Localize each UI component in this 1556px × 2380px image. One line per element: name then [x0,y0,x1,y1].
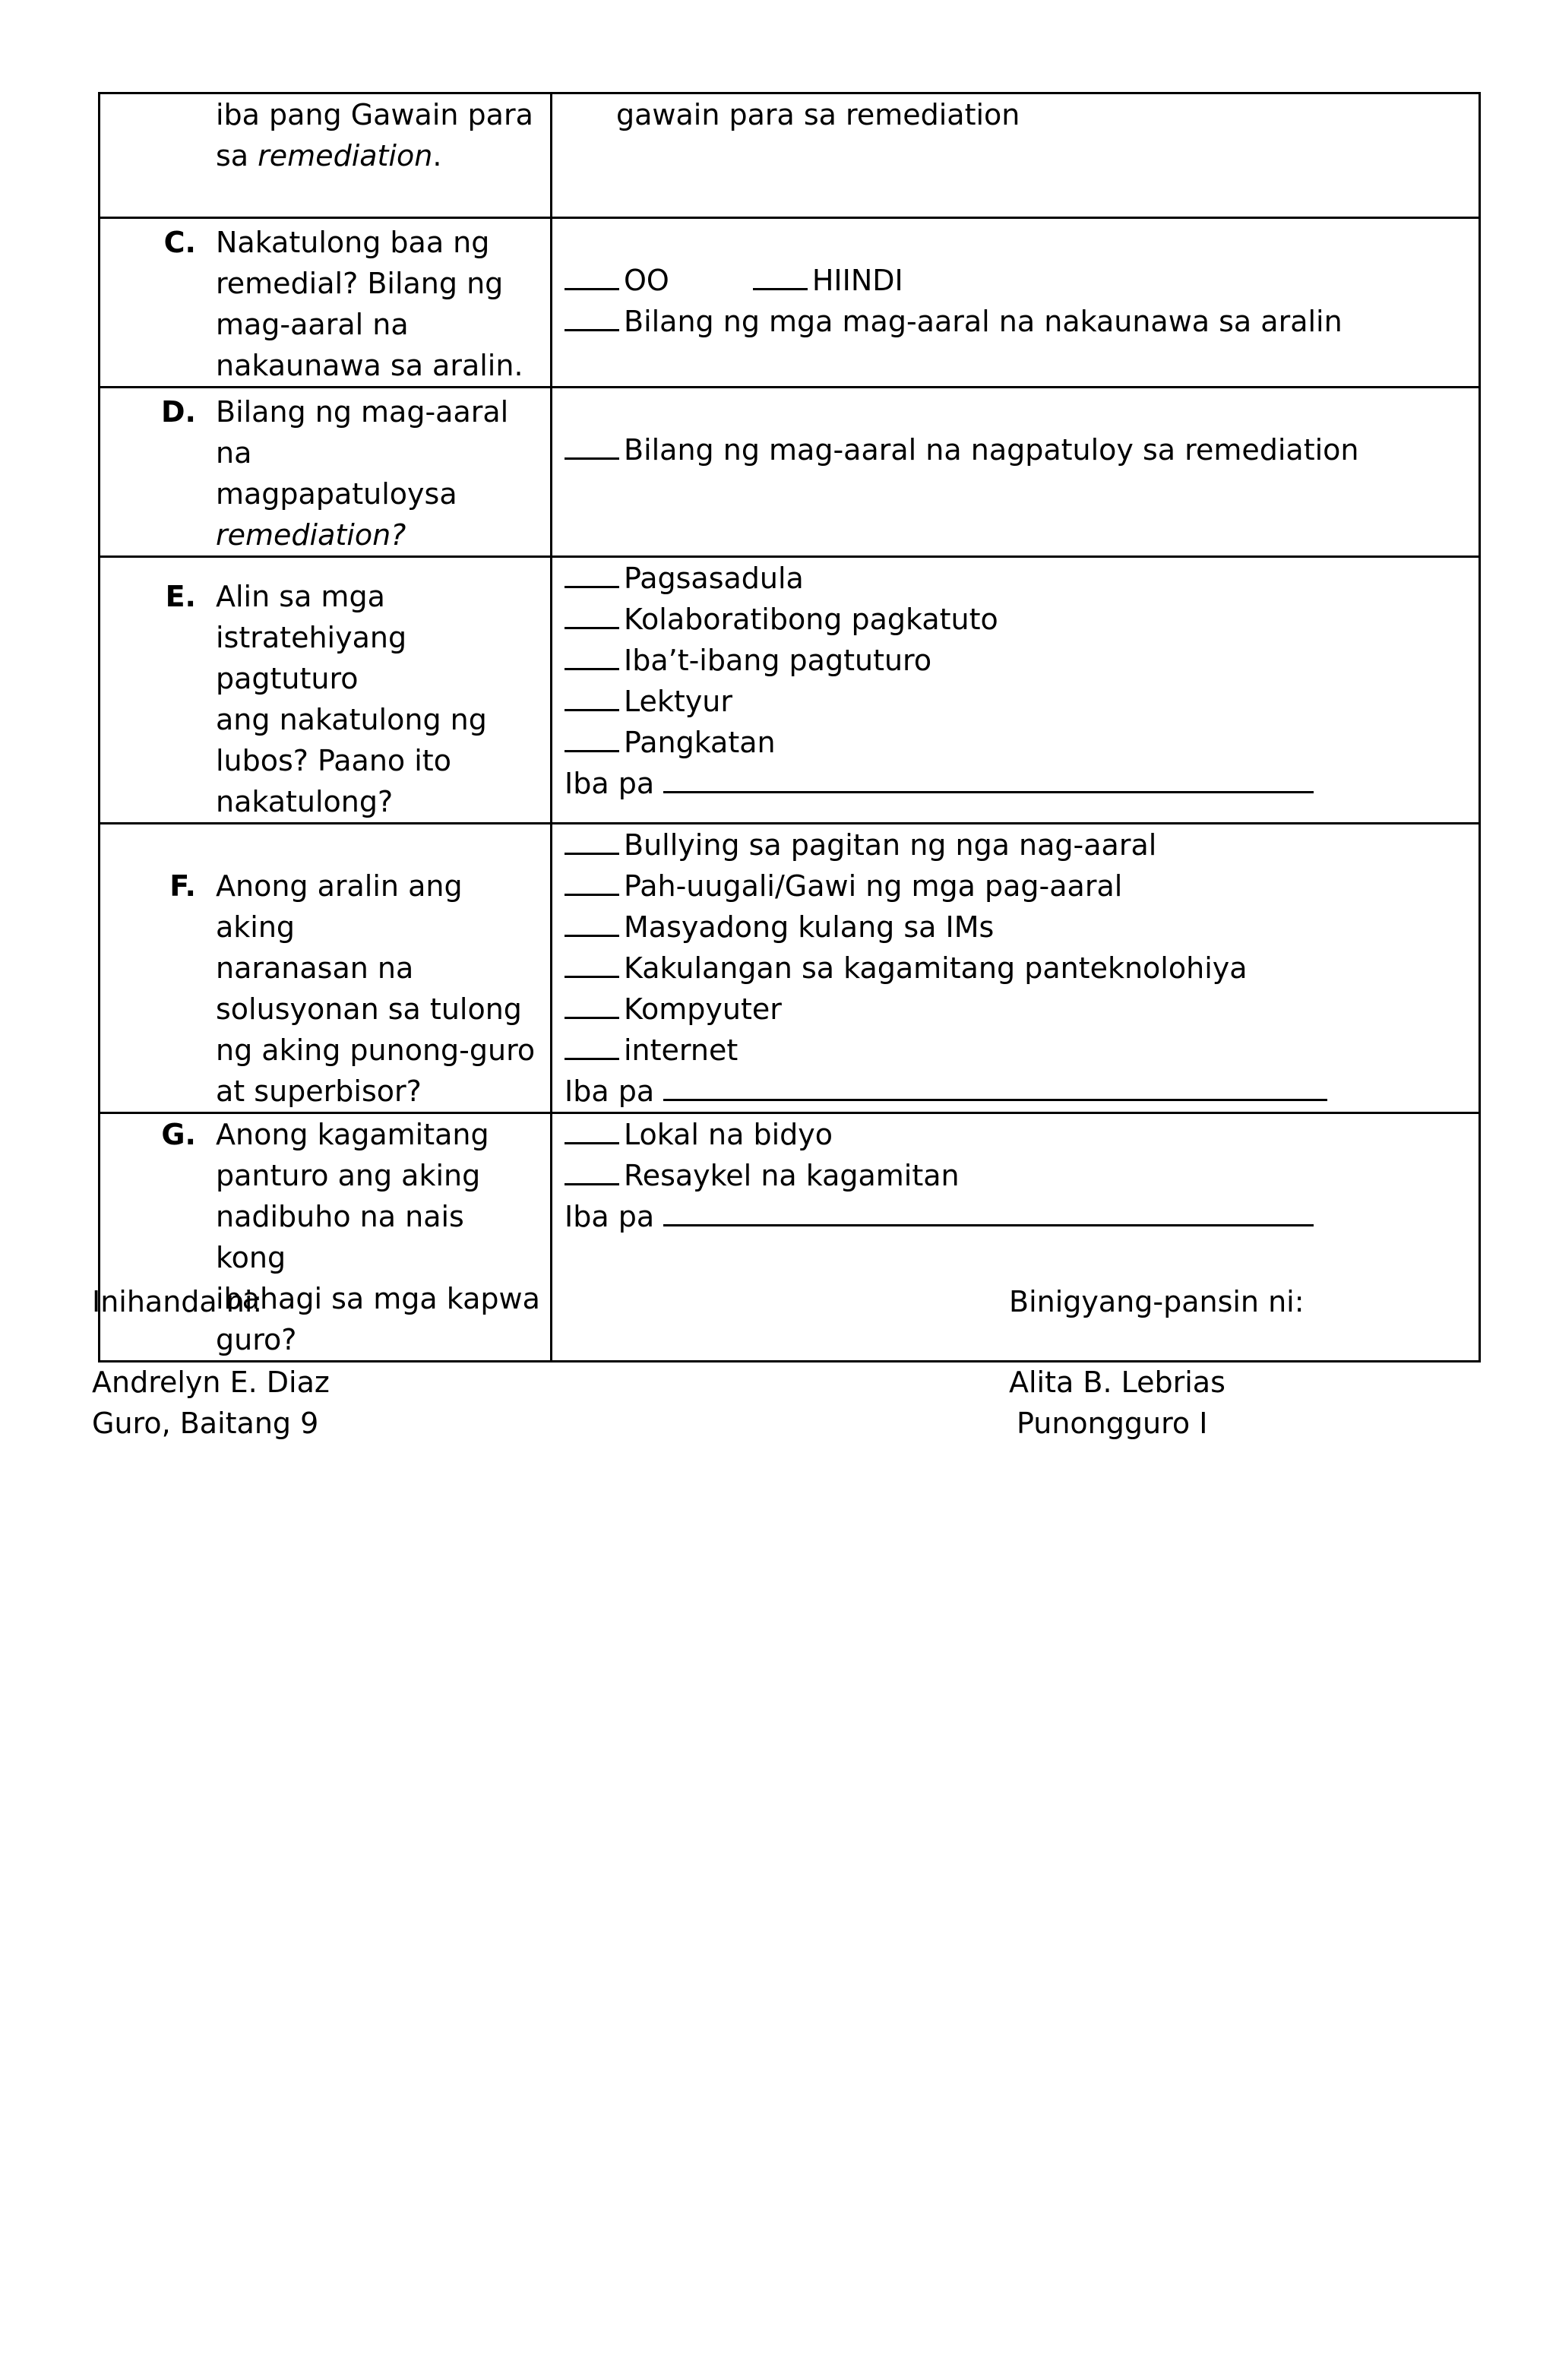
option-line: Pangkatan [565,722,1479,763]
question-cell [100,218,552,388]
yes-no-line: OO HIINDI [565,260,1479,301]
blank-line[interactable] [565,994,619,1019]
other-line: Iba pa [565,763,1479,804]
blank-line[interactable] [565,435,619,460]
answer-cell [552,388,1480,557]
question-line: nakaunawa sa aralin. [216,349,523,382]
option-line: Kolaboratibong pagkatuto [565,599,1479,640]
table-row-c [100,218,1480,388]
question-line: sa remediation. [216,139,442,172]
count-line: Bilang ng mag-aaral na nagpatuloy sa remediation [565,429,1479,470]
blank-line[interactable] [565,871,619,896]
blank-line[interactable] [565,645,619,670]
question-line: ibahagi sa mga kapwa [216,1282,540,1315]
question-line: mag-aaral na [216,308,409,341]
blank-line[interactable] [565,727,619,752]
question-line: naranasan na [216,951,414,985]
row-letter: G. [161,1118,196,1151]
blank-line[interactable] [753,265,808,290]
noted-title: Punongguro I [1017,1407,1208,1440]
question-line: Alin sa mga [216,580,385,613]
prepared-title: Guro, Baitang 9 [92,1407,319,1440]
question-line: iba pang Gawain para [216,98,533,131]
answer-text: gawain para sa remediation [616,98,1020,131]
blank-line[interactable] [565,953,619,978]
question-line: ang nakatulong ng [216,703,487,736]
blank-line[interactable] [565,1160,619,1185]
table-row-b [100,93,1480,218]
question-line: panturo ang aking [216,1159,481,1192]
question-line: Bilang ng mag-aaral na [216,395,509,470]
row-letter: C. [163,226,196,259]
question-line: Anong aralin ang aking [216,869,463,944]
question-line: nadibuho na nais kong [216,1200,464,1274]
option-line: Kompyuter [565,989,1479,1030]
question-line: istratehiyang pagtuturo [216,621,407,695]
question-line: Nakatulong baa ng [216,226,490,259]
question-line: magpapatuloysa [216,477,457,511]
row-letter: F. [169,869,196,903]
blank-line[interactable] [565,686,619,711]
blank-line[interactable] [565,1035,619,1060]
prepared-by-block [92,1281,330,1444]
question-line: nakatulong? [216,785,394,818]
option-line: Pah-uugali/Gawi ng mga pag-aaral [565,866,1479,907]
blank-line[interactable] [663,1201,1314,1226]
option-line: Bullying sa pagitan ng nga nag-aaral [565,824,1479,866]
blank-line[interactable] [565,604,619,629]
noted-name: Alita B. Lebrias [1009,1366,1226,1399]
prepared-label: Inihanda ni: [92,1285,263,1318]
row-letter [100,94,216,176]
blank-line[interactable] [565,306,619,331]
option-line: Iba’t-ibang pagtuturo [565,640,1479,681]
question-line: remediation? [216,518,406,552]
blank-line[interactable] [565,1119,619,1144]
other-line: Iba pa [565,1196,1479,1237]
question-line: ng aking punong-guro [216,1033,536,1067]
question-line: Anong kagamitang [216,1118,489,1151]
option-line: internet [565,1030,1479,1071]
option-line: Lokal na bidyo [565,1114,1479,1155]
question-cell [100,388,552,557]
question-line: solusyonan sa tulong [216,992,522,1026]
option-line: Kakulangan sa kagamitang panteknolohiya [565,948,1479,989]
option-line: Masyadong kulang sa IMs [565,907,1479,948]
question-cell [100,93,552,218]
reflection-table [98,92,1481,1362]
noted-by-block [1009,1281,1305,1444]
row-letter: E. [165,580,196,613]
question-cell [100,557,552,824]
blank-line[interactable] [565,265,619,290]
answer-cell [552,218,1480,388]
prepared-name: Andrelyn E. Diaz [92,1366,330,1399]
question-line: remedial? Bilang ng [216,267,504,300]
table-row-d [100,388,1480,557]
noted-label: Binigyang-pansin ni: [1009,1285,1305,1318]
question-cell [100,824,552,1113]
question-line: lubos? Paano ito [216,744,451,777]
option-line: Pagsasadula [565,558,1479,599]
italic-text: remediation [258,139,433,172]
answer-cell [552,824,1480,1113]
question-line: guro? [216,1323,297,1356]
table-row-f [100,824,1480,1113]
blank-line[interactable] [565,830,619,855]
answer-cell [552,557,1480,824]
blank-line[interactable] [663,768,1314,793]
row-letter: D. [161,395,196,429]
answer-cell [552,93,1480,218]
question-line: at superbisor? [216,1074,422,1108]
option-line: Resaykel na kagamitan [565,1155,1479,1196]
count-line: Bilang ng mga mag-aaral na nakaunawa sa aralin [565,301,1479,342]
blank-line[interactable] [663,1076,1327,1101]
blank-line[interactable] [565,563,619,588]
blank-line[interactable] [565,912,619,937]
option-line: Lektyur [565,681,1479,722]
other-line: Iba pa [565,1071,1479,1112]
table-row-e [100,557,1480,824]
